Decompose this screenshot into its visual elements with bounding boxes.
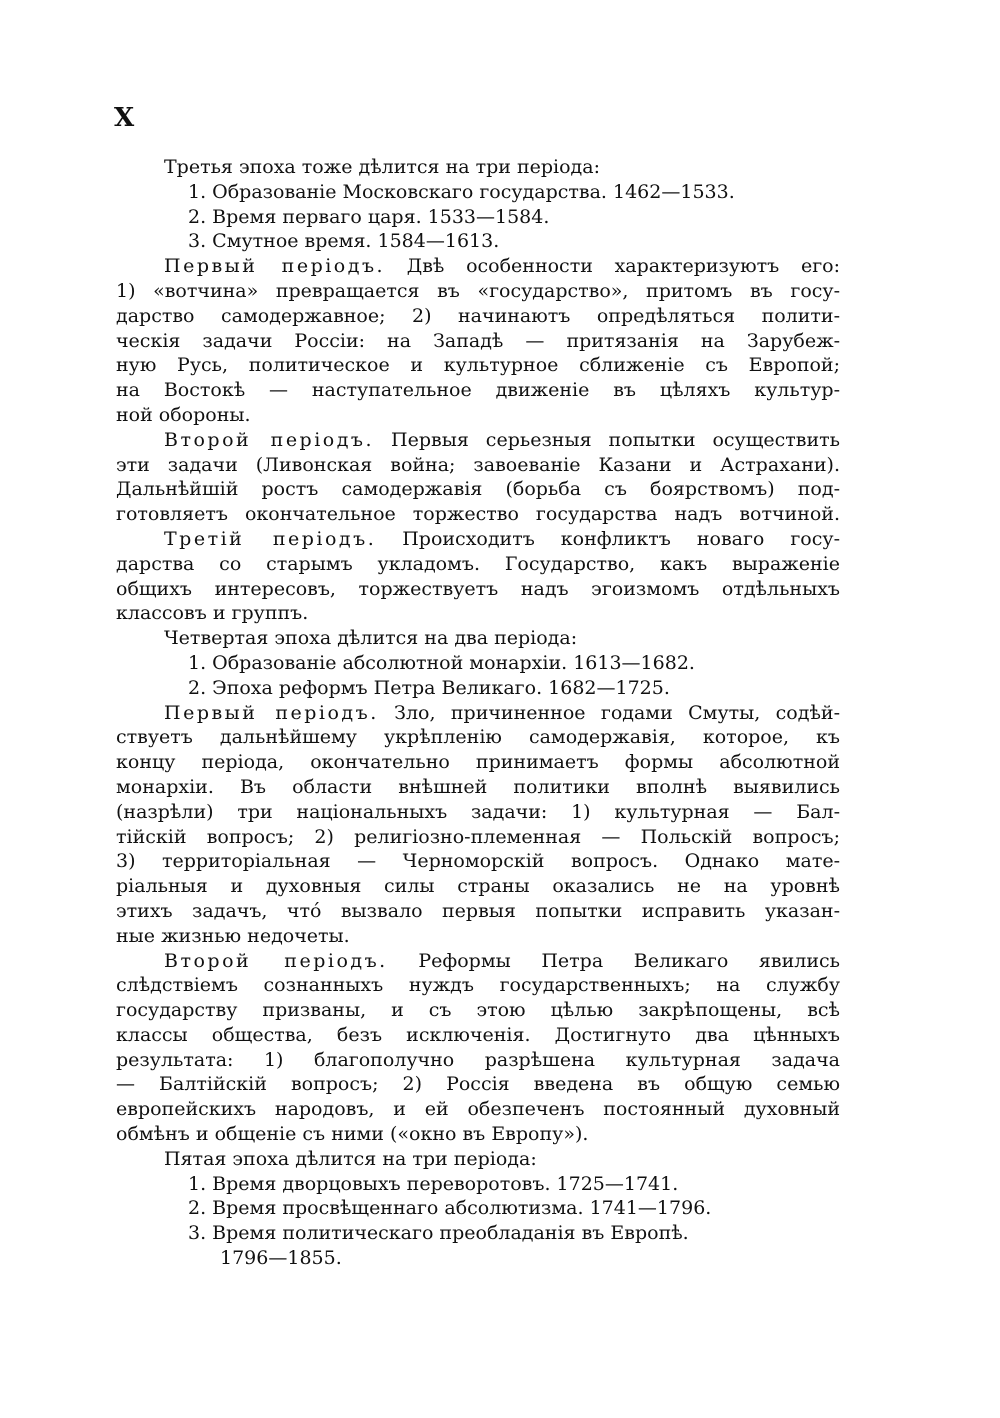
period-heading: Второй періодъ.: [164, 428, 375, 451]
epoch4-period-2: 2. Эпоха реформъ Петра Великаго. 1682—1725.: [188, 676, 670, 699]
paragraph-line: результата: 1) благополучно разрѣшена культурная задача: [116, 1048, 840, 1071]
epoch5-period-3: 3. Время политическаго преобладанія въ Европѣ.: [188, 1222, 689, 1245]
period-heading: Второй періодъ.: [164, 949, 388, 972]
paragraph-line: слѣдствіемъ сознанныхъ нуждъ государственныхъ; на службу: [116, 974, 840, 997]
epoch3-period-2: 2. Время перваго царя. 1533—1584.: [188, 205, 550, 228]
period-heading: Третій періодъ.: [164, 527, 377, 550]
paragraph-line: классовъ и группъ.: [116, 602, 309, 625]
paragraph-line: этихъ задачъ, что́ вызвало первыя попытки исправить указан-: [116, 899, 840, 922]
epoch3-intro: Третья эпоха тоже дѣлится на три періода:: [164, 156, 600, 178]
page-body: [116, 155, 840, 1271]
paragraph-line: обмѣнъ и общеніе съ ними («окно въ Европу»).: [116, 1123, 589, 1146]
paragraph-line: [116, 428, 840, 453]
paragraph-line: [116, 527, 840, 552]
paragraph-line: эти задачи (Ливонская война; завоеваніе Казани и Астрахани).: [116, 453, 840, 476]
paragraph-line: 1) «вотчина» превращается въ «государство», притомъ въ госу-: [116, 279, 840, 302]
epoch5-intro: Пятая эпоха дѣлится на три періода:: [164, 1147, 537, 1170]
paragraph-line: [116, 254, 840, 279]
paragraph-line: готовляетъ окончательное торжество государства надъ вотчиной.: [116, 503, 840, 526]
paragraph-line: (назрѣли) три національныхъ задачи: 1) культурная — Бал-: [116, 800, 840, 823]
paragraph-line: государству призваны, и съ этою цѣлью закрѣпощены, всѣ: [116, 999, 840, 1022]
paragraph-line: ріальныя и духовныя силы страны оказались не на уровнѣ: [116, 875, 840, 898]
paragraph-line: [116, 949, 840, 974]
paragraph-text: Зло, причиненное годами Смуты, содѣй-: [378, 701, 840, 724]
paragraph-line: ческія задачи Россіи: на Западѣ — притязанія на Зарубеж-: [116, 329, 840, 352]
period-heading: Первый періодъ.: [164, 701, 379, 724]
epoch5-period-3-dates: 1796—1855.: [220, 1247, 342, 1270]
paragraph-line: дарства со старымъ укладомъ. Государство, какъ выраженіе: [116, 552, 840, 575]
paragraph-line: европейскихъ народовъ, и ей обезпеченъ постоянный духовный: [116, 1098, 840, 1121]
paragraph-line: ную Русь, политическое и культурное сближеніе съ Европой;: [116, 354, 840, 377]
period-heading: Первый періодъ.: [164, 255, 386, 278]
paragraph-line: монархіи. Въ области внѣшней политики вполнѣ выявились: [116, 775, 840, 798]
epoch5-period-1: 1. Время дворцовыхъ переворотовъ. 1725—1741.: [188, 1172, 679, 1195]
paragraph-text: Происходитъ конфликтъ новаго госу-: [376, 527, 840, 550]
epoch3-period-3: 3. Смутное время. 1584—1613.: [188, 230, 500, 253]
paragraph-text: Двѣ особенности характеризуютъ его:: [385, 255, 840, 278]
page-number: X: [114, 103, 136, 133]
paragraph-line: Дальнѣйшій ростъ самодержавія (борьба съ боярствомъ) под-: [116, 478, 840, 501]
paragraph-line: ные жизнью недочеты.: [116, 924, 350, 947]
paragraph-line: 3) территоріальная — Черноморскій вопросъ. Однако мате-: [116, 850, 840, 873]
paragraph-line: ной обороны.: [116, 403, 251, 426]
paragraph-text: Первыя серьезныя попытки осуществить: [374, 428, 840, 451]
paragraph-line: дарство самодержавное; 2) начинаютъ опредѣляться полити-: [116, 304, 840, 327]
paragraph-line: [116, 701, 840, 726]
paragraph-line: концу періода, окончательно принимаетъ формы абсолютной: [116, 751, 840, 774]
paragraph-line: классы общества, безъ исключенія. Достигнуто два цѣнныхъ: [116, 1023, 840, 1046]
epoch5-period-2: 2. Время просвѣщеннаго абсолютизма. 1741—1796.: [188, 1197, 712, 1220]
epoch4-intro: Четвертая эпоха дѣлится на два періода:: [164, 627, 578, 650]
paragraph-line: — Балтійскій вопросъ; 2) Россія введена въ общую семью: [116, 1073, 840, 1096]
epoch4-period-1: 1. Образованіе абсолютной монархіи. 1613—1682.: [188, 651, 695, 674]
paragraph-line: на Востокѣ — наступательное движеніе въ цѣляхъ культур-: [116, 379, 840, 402]
paragraph-text: Реформы Петра Великаго явились: [387, 949, 840, 972]
paragraph-line: ствуетъ дальнѣйшему укрѣпленію самодержавія, которое, къ: [116, 726, 840, 749]
paragraph-line: тійскій вопросъ; 2) религіозно-племенная — Польскій вопросъ;: [116, 825, 840, 848]
epoch3-period-1: 1. Образованіе Московскаго государства. 1462—1533.: [188, 180, 735, 203]
paragraph-line: общихъ интересовъ, торжествуетъ надъ эгоизмомъ отдѣльныхъ: [116, 577, 840, 600]
